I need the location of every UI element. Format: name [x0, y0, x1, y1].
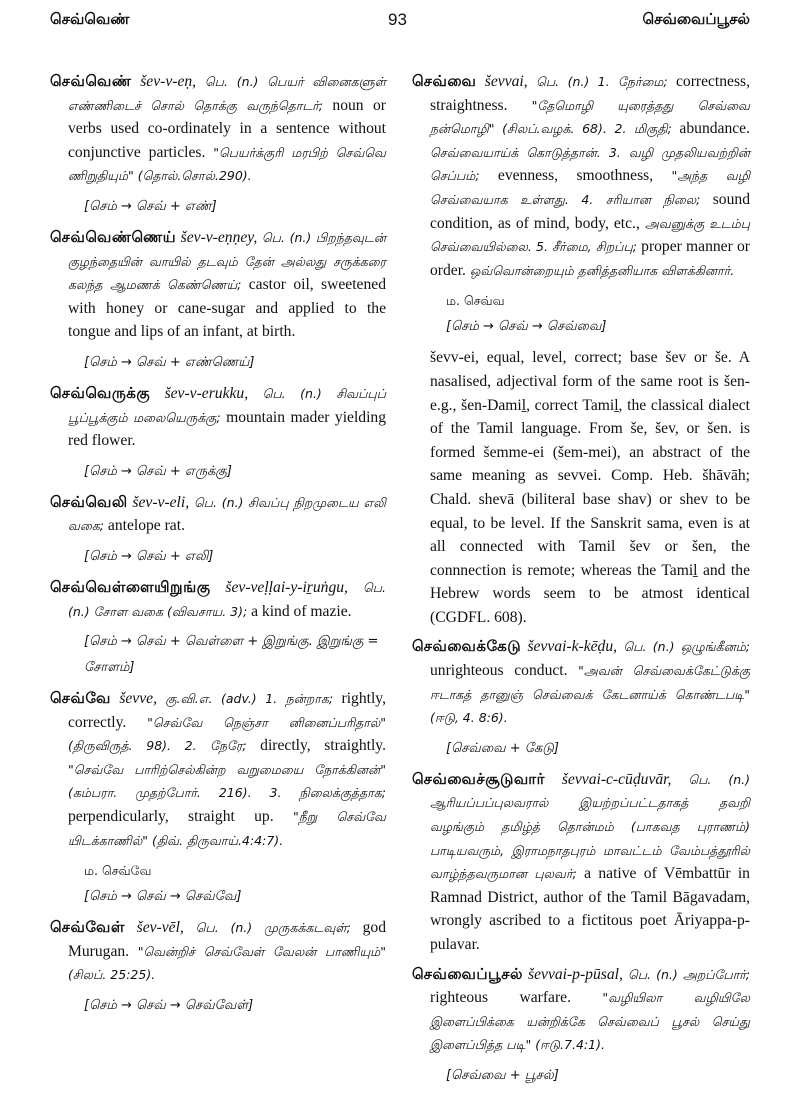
definition-text: correctness, straightness.	[430, 73, 751, 114]
definition-text: ஒவ்வொன்றையும் தனித்தனியாக விளக்கினார்.	[469, 262, 735, 278]
dictionary-entry	[50, 687, 386, 852]
definition-text: rightly, correctly.	[68, 690, 386, 731]
transliteration: šev-vēl,	[136, 919, 184, 937]
definition-text: "செவ்வே நெஞ்சா னினைப்பரிதால்" (திருவிருத். 98). 2. நேரே;	[68, 714, 386, 754]
etymology: [செம் → செவ் → செவ்வேள்]	[84, 998, 254, 1014]
transliteration: ševvai-k-kēḍu,	[527, 638, 618, 656]
headword: செவ்வைச்சூடுவார்	[412, 769, 545, 788]
transliteration: šev-v-eṇṇey,	[180, 228, 258, 246]
headword: செவ்வேள்	[50, 918, 125, 937]
page-number: 93	[388, 10, 407, 29]
definition-text: பெ. (n.) அறப்போர்;	[622, 966, 750, 982]
definition-text: "நீறு செவ்வே யிடக்காணில்" (திவ். திருவாய்.4:4:7).	[68, 809, 386, 848]
transliteration: šev-v-erukku,	[164, 384, 249, 402]
definition-text: பெ. (n.) முருகக்கடவுள்;	[183, 920, 351, 936]
cognate-note: ம. செவ்வே	[84, 863, 152, 879]
definition-text: sound condition, as of mind, body, etc.,	[430, 190, 750, 232]
definition-text: righteous warfare.	[430, 989, 603, 1007]
definition-text: directly, straightly.	[246, 737, 386, 755]
etymology: [செம் → செவ் + எலி]	[84, 548, 214, 564]
transliteration: ševve,	[119, 690, 157, 708]
dictionary-entry	[412, 963, 750, 1057]
definition-text: பெ. (n.) சோள வகை (விவசாய. 3);	[68, 579, 386, 619]
definition-text: noun or verbs used co-ordinately in a sentence without conjunctive particles.	[68, 96, 386, 161]
definition-text: "வழியிலா வழியிலே இளைப்பிக்கை யன்றிக்கே செவ்வைப் பூசல் செய்து இளைப்பித்த படி" (ஈடு.7.4:1).	[430, 990, 750, 1053]
definition-text: unrighteous conduct.	[430, 662, 579, 680]
definition-text: mountain mader yielding red flower.	[68, 408, 387, 450]
etymology: [செம் → செவ் → செவ்வே]	[84, 889, 242, 905]
definition-text: பெ. (n.) 1. நேர்மை;	[527, 74, 668, 89]
headword: செவ்வைப்பூசல்	[412, 964, 523, 983]
transliteration: šev-v-eli,	[132, 493, 190, 511]
definition-text: கு.வி.எ. (adv.) 1. நன்றாக;	[156, 691, 334, 707]
headword: செவ்வெண்ணெய்	[50, 227, 177, 246]
definition-text: castor oil, sweetened with honey or cane-sugar and applied to the tongue and lips of an infant, at birth.	[68, 276, 386, 341]
dictionary-entry	[50, 382, 386, 453]
etymology: [செம் → செவ் + எருக்கு]	[84, 463, 232, 479]
definition-text: பெ. (n.) பிறந்தவுடன் குழந்தையின் வாயில் தடவும் தேன் அல்லது சருக்கரை கலந்த ஆமணக் கெண்ணெய்;	[68, 229, 386, 293]
definition-text: antelope rat.	[104, 517, 185, 535]
definition-text: செவ்வையாய்க் கொடுத்தான். 3. வழி முதலியவற்றின் செப்பம்;	[430, 144, 750, 184]
definition-text: proper manner or order.	[430, 238, 750, 279]
etymology: [செம் → செவ் + எண்]	[84, 198, 217, 214]
etymology-discussion: ševv-ei, equal, level, correct; base šev or še. A nasalised, adjectival form of the same root is šen- e.g., šen-Damiḻ, correct Tamiḻ, the classical dialect of the Tamil language. From še, šev, or šen. is formed šemme-ei (šem-mei), an abstract of the same meaning as sevvei. Comp. Heb. šhāvāh; Chald. shevā (biliteral base shav) or shev to be equal, to be level. If the Sanskrit sama, even is at all connected with Tamil šev or šen, the connnection is remote; whereas the Tamiḻ and the Hebrew words seem to be atmost identical (CGDFL. 608).	[430, 349, 750, 626]
etymology: [செவ்வை + பூசல்]	[446, 1067, 559, 1083]
headword: செவ்வை	[412, 72, 477, 90]
definition-text: பெ. (n.) ஒழுங்கீனம்;	[617, 639, 750, 655]
dictionary-entry	[412, 768, 750, 957]
headword: செவ்வே	[50, 689, 111, 708]
definition-text: "அந்த வழி செவ்வையாக உள்ளது. 4. சரியான நிலை;	[430, 168, 751, 207]
dictionary-entry	[412, 635, 750, 729]
definition-text: "செவ்வே பாரிற்செல்கின்ற வறுமையை நோக்கினன்" (கம்பரா. முதற்போர். 216). 3. நிலைக்குத்தாக;	[68, 761, 386, 801]
running-head-right: செவ்வைப்பூசல்	[642, 10, 750, 28]
right-column	[412, 70, 750, 1095]
headword: செவ்வெள்ளையிறுங்கு	[50, 577, 211, 596]
definition-text: perpendicularly, straight up.	[68, 808, 293, 826]
cognate-note: ம. செவ்வ	[446, 293, 505, 309]
etymology: [செம் → செவ் + எண்ணெய்]	[84, 354, 255, 370]
dictionary-entry	[50, 916, 386, 987]
definition-text: a kind of mazie.	[247, 602, 352, 620]
definition-text: பெ. (n.) பெயர் வினைகளுள் எண்ணிடைச் சொல் தொக்கு வருந்தொடர்;	[68, 74, 386, 113]
definition-text: பெ. (n.) சிவப்புப் பூப்பூக்கும் மலையெருக்கு;	[68, 385, 386, 425]
definition-text: "பெயர்க்குரி மரபிற் செவ்வெ ணிறுதியும்" (தொல்.சொல்.290).	[68, 144, 386, 184]
definition-text: பெ. (n.) ஆரியப்பப்புலவரால் இயற்றப்பட்டதாகத் தவறி வழங்கும் தமிழ்த் தொன்மம் (பாகவத புராணம்) பாடியவரும், இராமநாதபுரம் மாவட்டம் வேம்பத்தூரில் வாழ்ந்தவருமான புலவர்;	[430, 771, 750, 882]
dictionary-entry	[412, 70, 750, 282]
transliteration: ševvai-c-cūḍuvār,	[561, 770, 672, 788]
headword: செவ்வைக்கேடு	[412, 637, 522, 656]
definition-text: "தேமொழி யுரைத்தது செவ்வை நன்மொழி" (சிலப்.வழக். 68). 2. மிகுதி;	[430, 97, 750, 137]
definition-text: abundance.	[671, 120, 750, 138]
transliteration: ševvai,	[484, 73, 528, 90]
transliteration: šev-v-eṇ,	[140, 73, 197, 90]
transliteration: ševvai-p-pūsal,	[528, 965, 623, 983]
transliteration: šev-veḷḷai-y-iṟuṅgu,	[225, 578, 348, 596]
etymology: [செம் → செவ் → செவ்வை]	[446, 319, 607, 335]
definition-text: "அவன் செவ்வைக்கேட்டுக்கு ஈடாகத் தானுஞ் செவ்வைக் கேடனாய்க் கொண்டபடி" (ஈடு, 4. 8:6).	[430, 663, 750, 726]
definition-text: evenness, smoothness,	[479, 167, 672, 185]
running-head-left: செவ்வெண்	[50, 10, 130, 28]
etymology: [செம் → செவ் + வெள்ளை + இறுங்கு. இறுங்கு = சோளம்]	[84, 634, 379, 676]
headword: செவ்வெருக்கு	[50, 383, 151, 402]
etymology: [செவ்வை + கேடு]	[446, 740, 559, 756]
definition-text: அவனுக்கு உடம்பு செவ்வையில்லை. 5. சீர்மை, சிறப்பு;	[430, 215, 751, 255]
definition-text: "வென்றிச் செவ்வேள் வேலன் பாணியும்" (சிலப். 25:25).	[68, 943, 386, 983]
dictionary-entry	[50, 491, 386, 538]
dictionary-entry	[50, 226, 386, 344]
headword: செவ்வெண்	[50, 72, 132, 90]
dictionary-entry	[50, 70, 386, 188]
definition-text: god Murugan.	[68, 919, 386, 960]
left-column	[50, 70, 386, 1025]
definition-text: a native of Vēmbattūr in Ramnad District, author of the Tamil Bāgavadam, wrongly ascribed to a fictitous poet Āriyappa-p-pulavar.	[430, 865, 750, 953]
headword: செவ்வெலி	[50, 492, 128, 511]
dictionary-entry	[50, 576, 386, 623]
definition-text: பெ. (n.) சிவப்பு நிறமுடைய எலி வகை;	[68, 494, 386, 534]
